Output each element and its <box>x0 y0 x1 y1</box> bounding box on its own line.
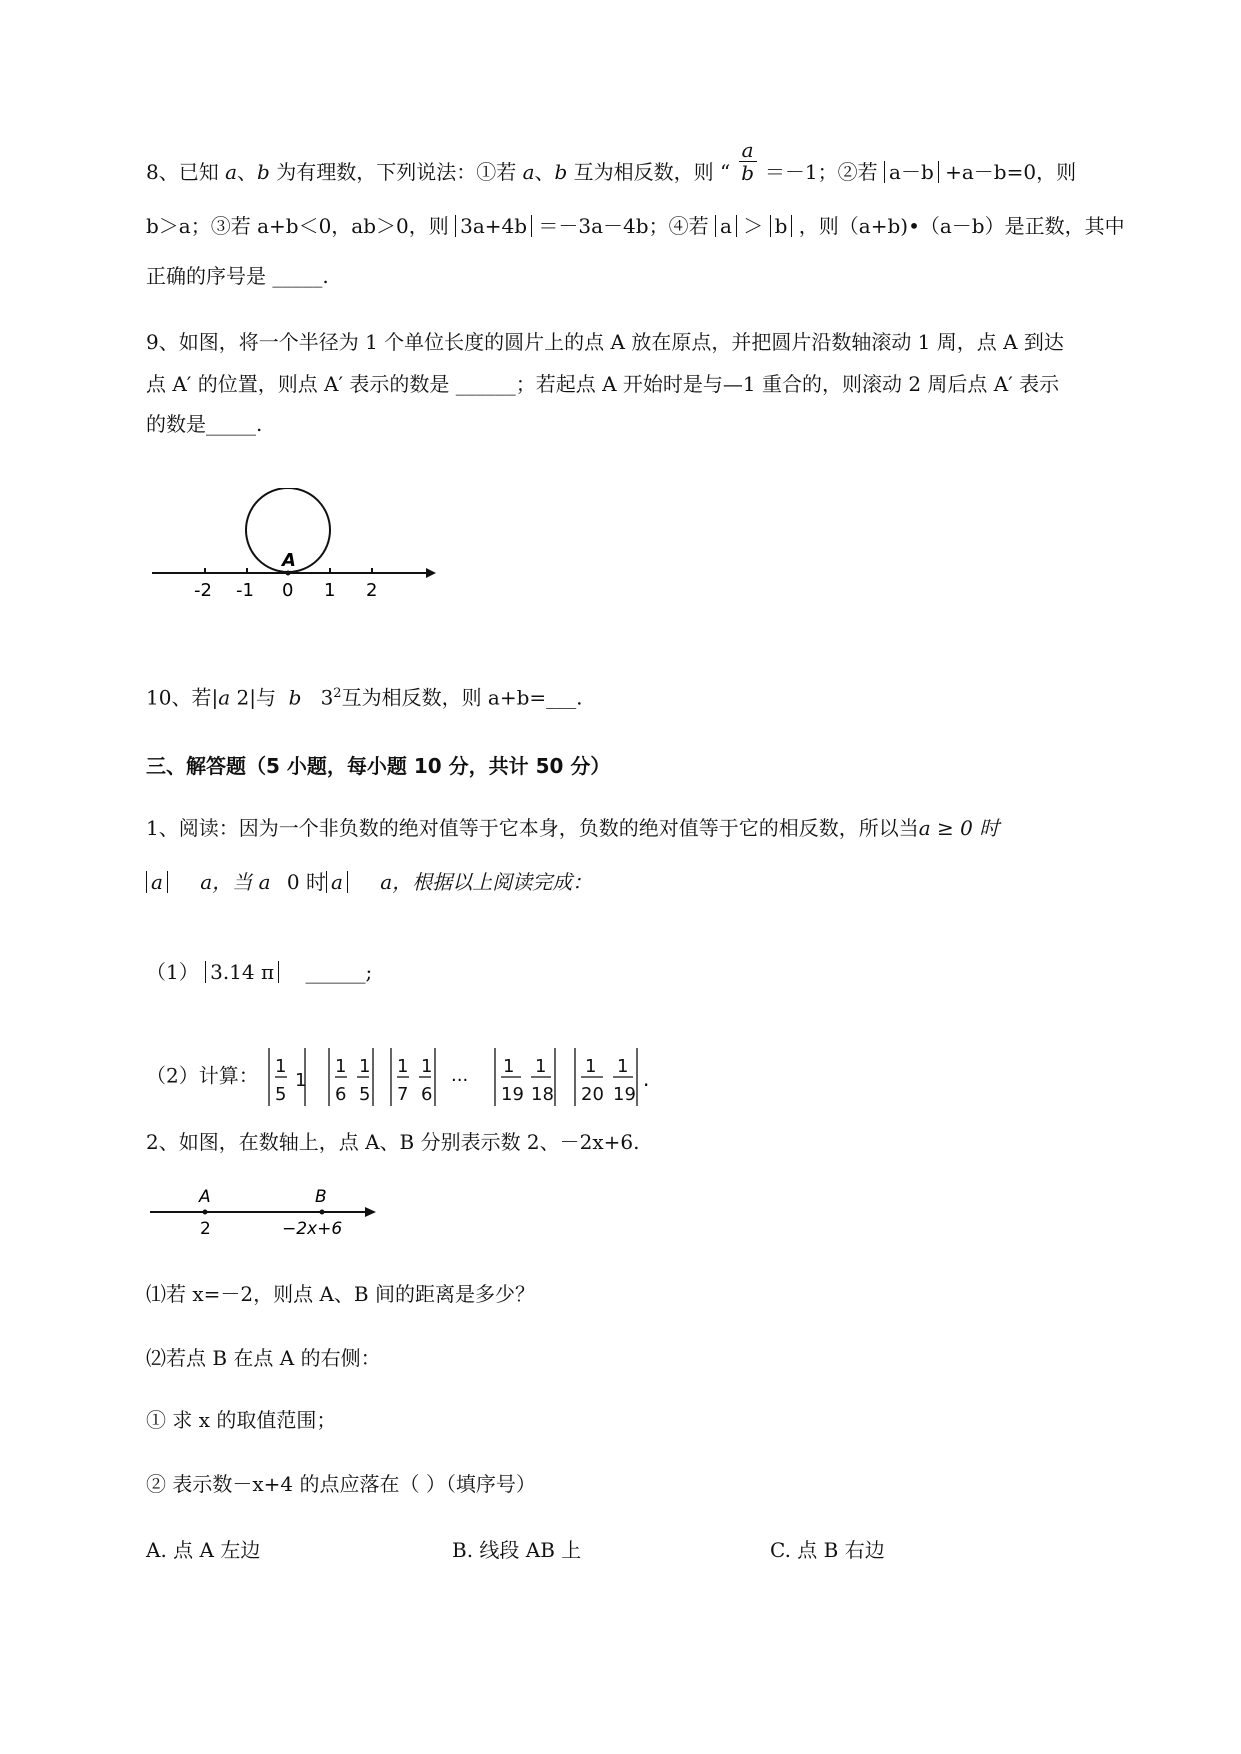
abs-3.14-minus-pi: 3.14 π <box>205 961 279 983</box>
q8-line3: 正确的序号是 _____. <box>146 264 329 288</box>
svg-text:7: 7 <box>397 1084 409 1105</box>
q10-line <box>146 680 583 712</box>
svg-text:1: 1 <box>397 1056 409 1077</box>
tick-label: -1 <box>236 580 254 601</box>
svg-text:1: 1 <box>585 1056 597 1077</box>
option-c: C. 点 B 右边 <box>770 1538 885 1562</box>
abs-fraction-series <box>265 1046 695 1108</box>
svg-text:1: 1 <box>295 1070 307 1091</box>
tick-label: 2 <box>366 580 378 601</box>
svg-text:19: 19 <box>613 1084 636 1105</box>
q8-text: ，则（a+b)•（a－b）是正数，其中 <box>798 214 1125 238</box>
p1-text: 0 时 <box>286 870 326 894</box>
q8-text: 为有理数，下列说法：①若 <box>276 160 517 184</box>
q8-text: 8、已知 <box>146 160 219 184</box>
fraction-a-over-b: $\frac{a}{b}$ <box>739 139 757 184</box>
point-A <box>203 1210 208 1215</box>
svg-text:5: 5 <box>359 1084 371 1105</box>
period: . <box>643 1067 650 1091</box>
p1-text: a ≥ 0 时 <box>918 816 1000 840</box>
p1-text: a，根据以上阅读完成： <box>380 870 593 894</box>
svg-text:5: 5 <box>275 1084 287 1105</box>
point-A <box>286 571 291 576</box>
svg-text:6: 6 <box>335 1084 347 1105</box>
ellipsis: ··· <box>451 1070 469 1091</box>
p1-sub2 <box>146 1046 695 1108</box>
svg-text:6: 6 <box>421 1084 433 1105</box>
q10-var-a: a <box>218 685 231 710</box>
q9-line1: 9、如图，将一个半径为 1 个单位长度的圆片上的点 A 放在原点，并把圆片沿数轴滚动 1 周，点 A 到达 <box>146 330 1064 354</box>
abs-a: a <box>326 871 348 893</box>
p1-text: （1） <box>146 960 199 984</box>
point-B-label: B <box>315 1187 327 1207</box>
svg-text:1: 1 <box>617 1056 629 1077</box>
q8-text: ＝－3a－4b；④若 <box>538 214 709 238</box>
point-A-label: A <box>282 550 296 571</box>
svg-text:19: 19 <box>501 1084 524 1105</box>
abs-a: a <box>715 215 737 237</box>
q9-line3: 的数是_____. <box>146 412 263 436</box>
q10-text: 10、若| <box>146 685 219 710</box>
p2-q2: ⑵若点 B 在点 A 的右侧： <box>146 1346 381 1370</box>
q8-text: 、 <box>237 160 258 184</box>
p2-number-line-figure <box>148 1182 388 1242</box>
svg-text:1: 1 <box>275 1056 287 1077</box>
point-A-value: 2 <box>200 1219 211 1239</box>
point-A-label: A <box>199 1187 211 1207</box>
axis-arrow-icon <box>426 568 436 578</box>
svg-text:1: 1 <box>535 1056 547 1077</box>
p1-text: （2）计算： <box>146 1063 259 1088</box>
p1-line2 <box>146 868 592 896</box>
q8-text: ＞ <box>743 214 764 238</box>
option-a: A. 点 A 左边 <box>146 1538 261 1562</box>
q10-text: 3 <box>320 685 334 710</box>
p2-line1: 2、如图，在数轴上，点 A、B 分别表示数 2、－2x+6. <box>146 1130 640 1154</box>
p1-sub1 <box>146 958 372 986</box>
q9-number-line-figure <box>150 488 450 608</box>
option-b: B. 线段 AB 上 <box>452 1538 582 1562</box>
axis-arrow-icon <box>365 1207 376 1217</box>
section-heading: 三、解答题（5 小题，每小题 10 分，共计 50 分） <box>146 754 611 778</box>
abs-a-minus-b: a－b <box>884 161 939 183</box>
abs-b: b <box>770 215 793 237</box>
q8-text: +a－b=0，则 <box>945 160 1077 184</box>
svg-text:18: 18 <box>531 1084 554 1105</box>
abs-a: a <box>146 871 168 893</box>
q8-text: ＝－1；②若 <box>764 160 878 184</box>
svg-text:20: 20 <box>581 1084 604 1105</box>
answer-blank: ______; <box>305 960 373 984</box>
p1-text: a <box>258 870 271 894</box>
q8-text: b＞a；③若 a+b＜0，ab＞0，则 <box>146 214 449 238</box>
p1-line1 <box>146 814 999 842</box>
svg-text:1: 1 <box>359 1056 371 1077</box>
tick-label: 1 <box>324 580 336 601</box>
point-B-value: −2x+6 <box>282 1219 343 1239</box>
q10-exponent: 2 <box>333 686 342 701</box>
q8-line1: 8、已知 a、b 为有理数，下列说法：①若 a、b 互为相反数，则 “ $\frac{a}{b}$ ＝－1；②若 a－b +a－b=0，则 <box>146 138 1077 185</box>
p1-text: 1、阅读：因为一个非负数的绝对值等于它本身，负数的绝对值等于它的相反数，所以当 <box>146 816 919 840</box>
q8-line2 <box>146 212 1125 240</box>
q10-text: 互为相反数，则 a+b=___. <box>341 685 583 710</box>
svg-text:1: 1 <box>335 1056 347 1077</box>
q10-text: 2|与 <box>236 685 276 710</box>
q8-text: 互为相反数，则 “ <box>573 160 731 184</box>
svg-text:1: 1 <box>503 1056 515 1077</box>
point-B <box>320 1210 325 1215</box>
tick-label: -2 <box>194 580 212 601</box>
p2-q1: ⑴若 x=－2，则点 A、B 间的距离是多少？ <box>146 1282 535 1306</box>
q9-line2: 点 A′ 的位置，则点 A′ 表示的数是 ______；若起点 A 开始时是与—1 重合的，则滚动 2 周后点 A′ 表示 <box>146 372 1060 396</box>
p1-text: a，当 <box>200 870 253 894</box>
svg-text:1: 1 <box>421 1056 433 1077</box>
p2-q2b: ② 表示数－x+4 的点应落在（ ）（填序号） <box>146 1472 536 1496</box>
abs-3a-plus-4b: 3a+4b <box>455 215 532 237</box>
tick-label: 0 <box>282 580 294 601</box>
p2-q2a: ① 求 x 的取值范围； <box>146 1408 337 1432</box>
q10-var-b: b <box>288 685 302 710</box>
